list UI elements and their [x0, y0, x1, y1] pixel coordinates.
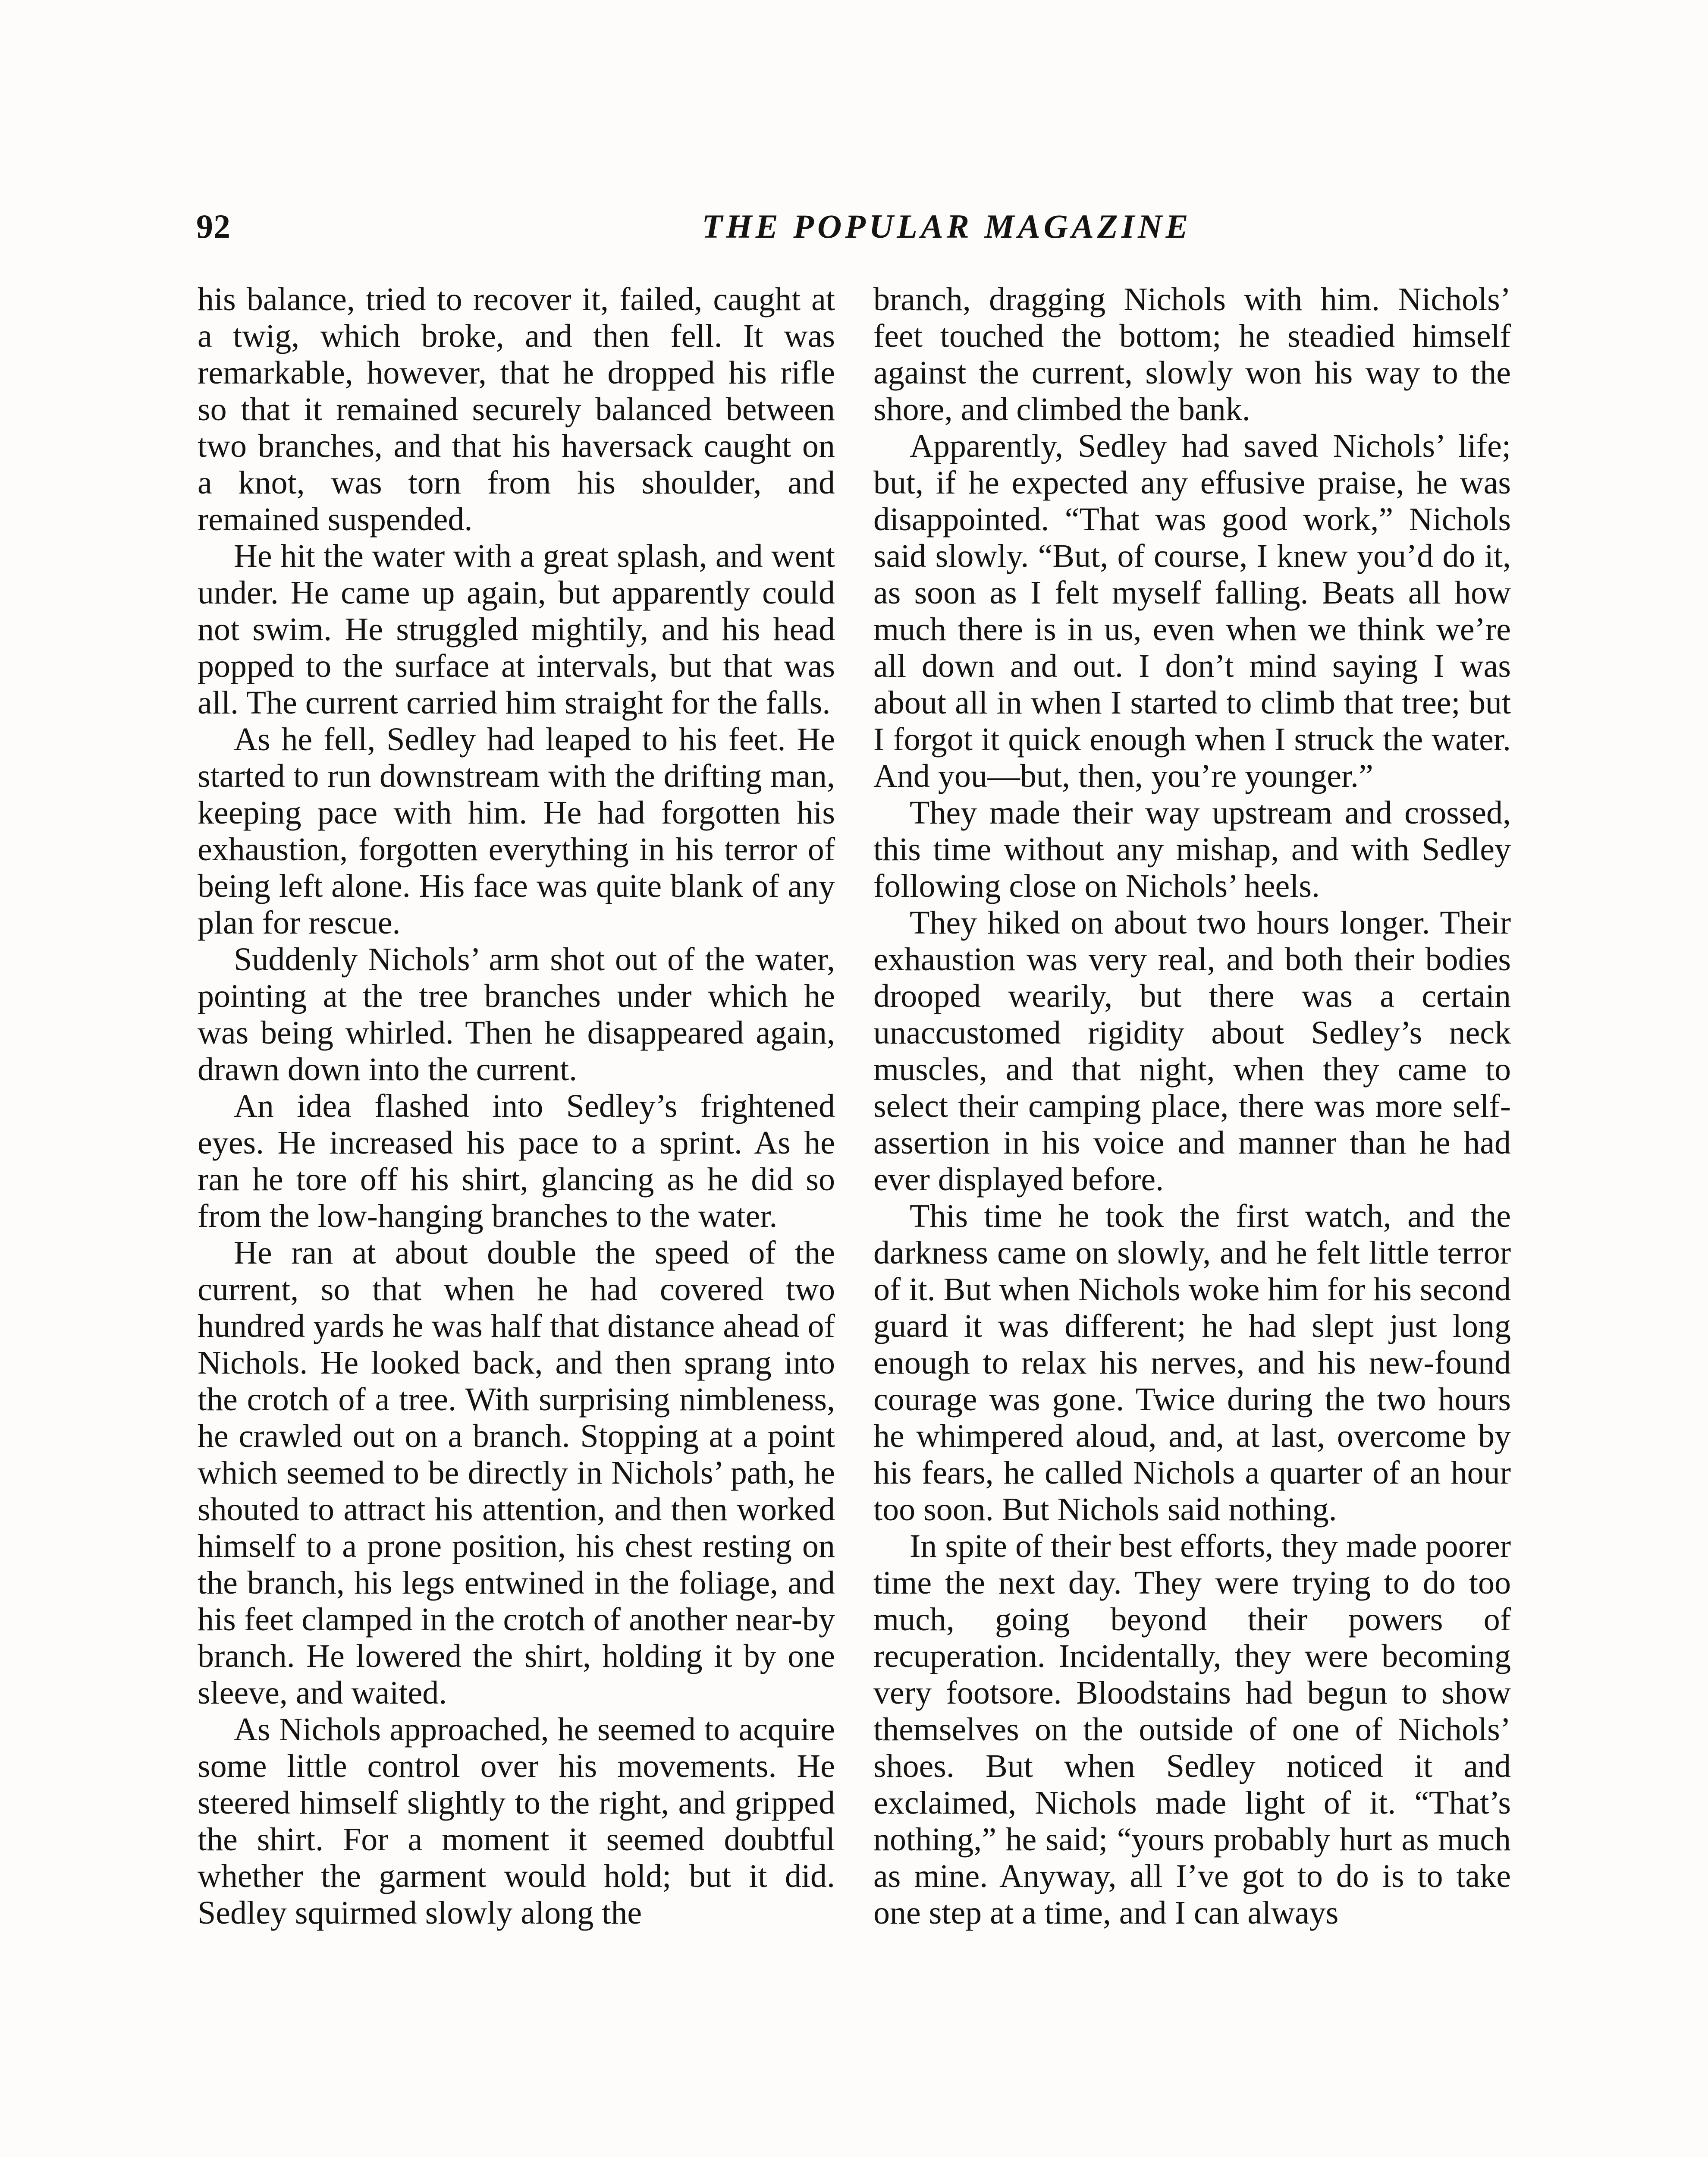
paragraph: They hiked on about two hours longer. Their exhaustion was very real, and both their bodies drooped wearily, but there was a certain unaccustomed rigidity about Sedley’s neck muscles, and that night, when they came to select their camping place, there was more self-assertion in his voice and manner than he had ever displayed before.: [873, 905, 1511, 1198]
paragraph: Suddenly Nichols’ arm shot out of the water, pointing at the tree branches under which he was being whirled. Then he disappeared again, drawn down into the current.: [198, 941, 835, 1088]
paragraph: An idea flashed into Sedley’s frightened eyes. He increased his pace to a sprint. As he ran he tore off his shirt, glancing as he did so from the low-hanging branches to the water.: [198, 1088, 835, 1234]
paragraph: He hit the water with a great splash, and went under. He came up again, but apparently could not swim. He struggled mightily, and his head popped to the surface at intervals, but that was all. The current carried him straight for the falls.: [198, 538, 835, 721]
paragraph: This time he took the first watch, and the darkness came on slowly, and he felt little terror of it. But when Nichols woke him for his second guard it was different; he had slept just long enough to relax his nerves, and his new-found courage was gone. Twice during the two hours he whimpered aloud, and, at last, overcome by his fears, he called Nichols a quarter of an hour too soon. But Nichols said nothing.: [873, 1198, 1511, 1528]
left-text-column: [198, 281, 835, 1931]
paragraph: his balance, tried to recover it, failed, caught at a twig, which broke, and then fell. It was remarkable, however, that he dropped his rifle so that it remained securely balanced between two branches, and that his haversack caught on a knot, was torn from his shoulder, and remained suspended.: [198, 281, 835, 538]
paragraph: As Nichols approached, he seemed to acquire some little control over his movements. He steered himself slightly to the right, and gripped the shirt. For a moment it seemed doubtful whether the garment would hold; but it did. Sedley squirmed slowly along the: [198, 1711, 835, 1931]
paragraph: As he fell, Sedley had leaped to his feet. He started to run downstream with the drifting man, keeping pace with him. He had forgotten his exhaustion, forgotten everything in his terror of being left alone. His face was quite blank of any plan for rescue.: [198, 721, 835, 941]
page-number: 92: [196, 208, 231, 245]
paragraph: In spite of their best efforts, they made poorer time the next day. They were trying to do too much, going beyond their powers of recuperation. Incidentally, they were becoming very footsore. Bloodstains had begun to show themselves on the outside of one of Nichols’ shoes. But when Sedley noticed it and exclaimed, Nichols made light of it. “That’s nothing,” he said; “yours probably hurt as much as mine. Anyway, all I’ve got to do is to take one step at a time, and I can always: [873, 1528, 1511, 1931]
page-header: [196, 207, 1507, 255]
paragraph: Apparently, Sedley had saved Nichols’ life; but, if he expected any effusive praise, he was disappointed. “That was good work,” Nichols said slowly. “But, of course, I knew you’d do it, as soon as I felt myself falling. Beats all how much there is in us, even when we think we’re all down and out. I don’t mind saying I was about all in when I started to climb that tree; but I forgot it quick enough when I struck the water. And you—but, then, you’re younger.”: [873, 428, 1511, 794]
magazine-title: THE POPULAR MAGAZINE: [702, 208, 1192, 245]
paragraph: He ran at about double the speed of the current, so that when he had covered two hundred yards he was half that distance ahead of Nichols. He looked back, and then sprang into the crotch of a tree. With surprising nimbleness, he crawled out on a branch. Stopping at a point which seemed to be directly in Nichols’ path, he shouted to attract his attention, and then worked himself to a prone position, his chest resting on the branch, his legs entwined in the foliage, and his feet clamped in the crotch of another near-by branch. He lowered the shirt, holding it by one sleeve, and waited.: [198, 1235, 835, 1711]
right-text-column: [873, 281, 1511, 1931]
paragraph: They made their way upstream and crossed, this time without any mishap, and with Sedley following close on Nichols’ heels.: [873, 795, 1511, 904]
paragraph: branch, dragging Nichols with him. Nichols’ feet touched the bottom; he steadied himself against the current, slowly won his way to the shore, and climbed the bank.: [873, 281, 1511, 428]
